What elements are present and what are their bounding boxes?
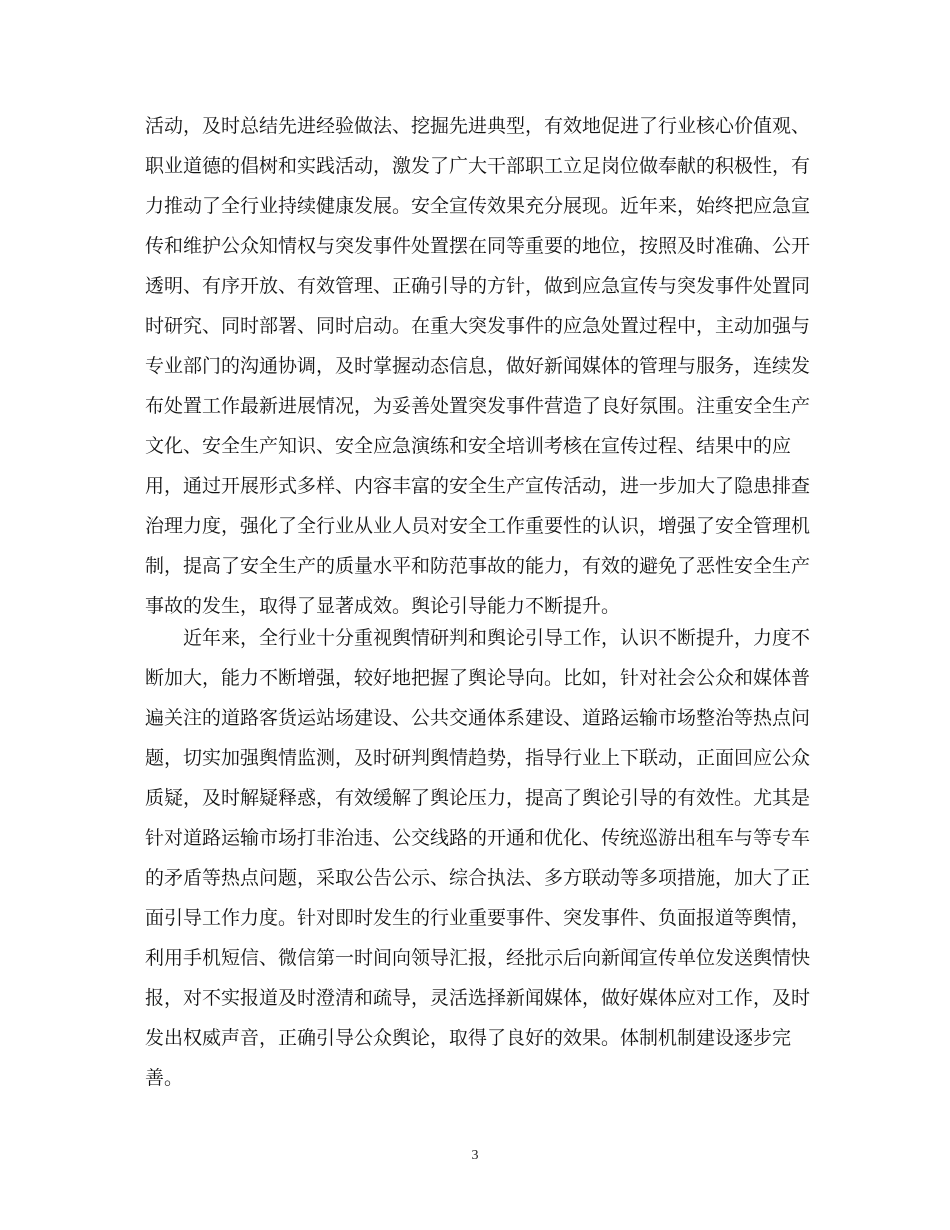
page-number: 3 — [471, 1148, 479, 1163]
paragraph-line: 善。 — [145, 1067, 184, 1089]
paragraph-line: 力推动了全行业持续健康发展。安全宣传效果充分展现。近年来，始终把应急宣 — [145, 195, 811, 217]
paragraph-1 — [145, 106, 810, 626]
paragraph-line: 题，切实加强舆情监测，及时研判舆情趋势，指导行业上下联动，正面回应公众 — [145, 747, 811, 769]
paragraph-line: 传和维护公众知情权与突发事件处置摆在同等重要的地位，按照及时准确、公开 — [145, 235, 811, 257]
paragraph-line: 透明、有序开放、有效管理、正确引导的方针，做到应急宣传与突发事件处置同 — [145, 275, 811, 297]
paragraph-line: 遍关注的道路客货运站场建设、公共交通体系建设、道路运输市场整治等热点问 — [145, 707, 811, 729]
paragraph-line: 断加大，能力不断增强，较好地把握了舆论导向。比如，针对社会公众和媒体普 — [145, 667, 811, 689]
paragraph-line: 质疑，及时解疑释惑，有效缓解了舆论压力，提高了舆论引导的有效性。尤其是 — [145, 787, 811, 809]
paragraph-line: 利用手机短信、微信第一时间向领导汇报，经批示后向新闻宣传单位发送舆情快 — [145, 947, 811, 969]
paragraph-first-line: 近年来，全行业十分重视舆情研判和舆论引导工作，认识不断提升，力度不 — [183, 627, 811, 649]
paragraph-line: 发出权威声音，正确引导公众舆论，取得了良好的效果。体制机制建设逐步完 — [145, 1027, 792, 1049]
paragraph-line: 事故的发生，取得了显著成效。舆论引导能力不断提升。 — [145, 595, 621, 617]
paragraph-line: 用，通过开展形式多样、内容丰富的安全生产宣传活动，进一步加大了隐患排查 — [145, 475, 811, 497]
paragraph-line: 活动，及时总结先进经验做法、挖掘先进典型，有效地促进了行业核心价值观、 — [145, 115, 811, 137]
paragraph-line: 时研究、同时部署、同时启动。在重大突发事件的应急处置过程中，主动加强与 — [145, 315, 811, 337]
paragraph-line: 面引导工作力度。针对即时发生的行业重要事件、突发事件、负面报道等舆情， — [145, 907, 811, 929]
paragraph-line: 治理力度，强化了全行业从业人员对安全工作重要性的认识，增强了安全管理机 — [145, 515, 811, 537]
paragraph-line: 专业部门的沟通协调，及时掌握动态信息，做好新闻媒体的管理与服务，连续发 — [145, 355, 811, 377]
paragraph-line: 报，对不实报道及时澄清和疏导，灵活选择新闻媒体，做好媒体应对工作，及时 — [145, 987, 811, 1009]
paragraph-line: 布处置工作最新进展情况，为妥善处置突发事件营造了良好氛围。注重安全生产 — [145, 395, 811, 417]
paragraph-line: 文化、安全生产知识、安全应急演练和安全培训考核在宣传过程、结果中的应 — [145, 435, 792, 457]
paragraph-line: 的矛盾等热点问题，采取公告公示、综合执法、多方联动等多项措施，加大了正 — [145, 867, 811, 889]
paragraph-line: 职业道德的倡树和实践活动，激发了广大干部职工立足岗位做奉献的积极性，有 — [145, 155, 811, 177]
paragraph-2 — [145, 618, 810, 1098]
paragraph-line: 针对道路运输市场打非治违、公交线路的开通和优化、传统巡游出租车与等专车 — [145, 827, 811, 849]
paragraph-line: 制，提高了安全生产的质量水平和防范事故的能力，有效的避免了恶性安全生产 — [145, 555, 811, 577]
